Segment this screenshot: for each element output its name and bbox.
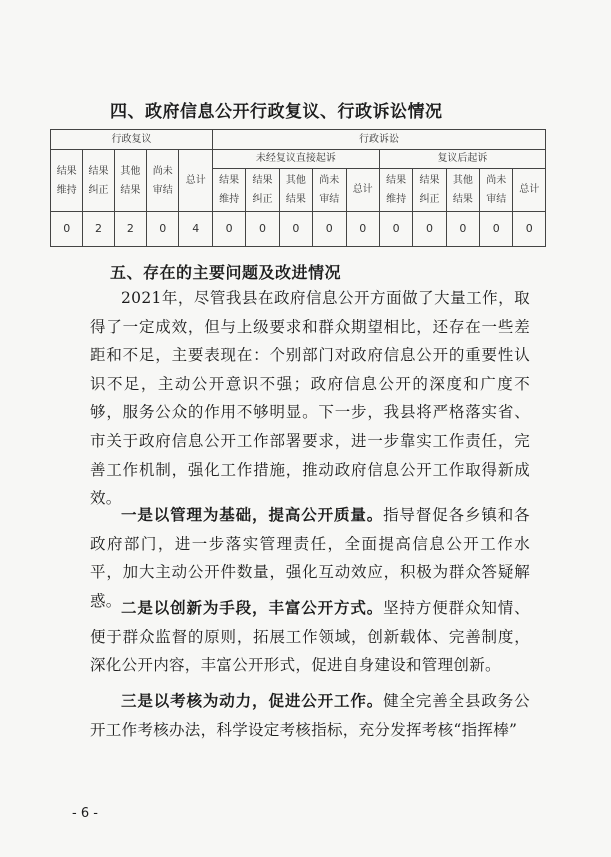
table-cell: 0 <box>212 212 245 247</box>
table-cell: 0 <box>446 212 479 247</box>
after-total-header: 总计 <box>513 169 546 212</box>
measure-1-text: 指导督促各乡镇和各政府部门，进一步落实管理责任，全面提高信息公开工作水平，加大主动公开件数量，强化互动效应，积极为群众答疑解惑。 <box>90 506 530 610</box>
measure-2-text: 坚持方便群众知情、便于群众监督的原则，拓展工作领域，创新载体、完善制度，深化公开内容，丰富公开形式，促进自身建设和管理创新。 <box>90 599 530 675</box>
table-cell: 0 <box>413 212 446 247</box>
table-cell: 0 <box>279 212 312 247</box>
section-5-title: 五、存在的主要问题及改进情况 <box>110 263 342 282</box>
after-col-2: 结果 纠正 <box>413 169 446 212</box>
section-4-title: 四、政府信息公开行政复议、行政诉讼情况 <box>110 102 443 122</box>
paragraph-measure-3 <box>90 687 530 744</box>
paragraph-measure-2 <box>90 594 530 680</box>
paragraph-problems: 2021年，尽管我县在政府信息公开方面做了大量工作，取得了一定成效，但与上级要求和群众期望相比，还存在一些差距和不足，主要表现在：个别部门对政府信息公开的重要性认识不足，主动公开意识不强；政府信息公开的深度和广度不够，服务公众的作用不够明显。下一步，我县将严格落实省、市关于政府信息公开工作部署要求，进一步靠实工作责任，完善工作机制，强化工作措施，推动政府信息公开工作取得新成效。 <box>90 289 530 508</box>
review-total-header: 总计 <box>179 150 212 212</box>
measure-2-heading: 二是以创新为手段，丰富公开方式。 <box>121 599 384 617</box>
direct-total-header: 总计 <box>346 169 379 212</box>
direct-litigation-header: 未经复议直接起诉 <box>212 150 379 169</box>
measure-1-heading: 一是以管理为基础，提高公开质量。 <box>121 506 384 524</box>
table-cell: 2 <box>83 212 114 247</box>
direct-col-1: 结果 维持 <box>212 169 245 212</box>
table-cell: 0 <box>513 212 546 247</box>
table-cell: 2 <box>114 212 146 247</box>
table-cell: 0 <box>246 212 279 247</box>
table-cell: 0 <box>480 212 513 247</box>
after-review-litigation-header: 复议后起诉 <box>379 150 545 169</box>
review-col-3: 其他 结果 <box>114 150 146 212</box>
after-col-4: 尚未 审结 <box>480 169 513 212</box>
table-header-row-1 <box>51 130 546 150</box>
review-col-1: 结果 维持 <box>51 150 83 212</box>
review-col-4: 尚未 审结 <box>147 150 179 212</box>
after-col-3: 其他 结果 <box>446 169 479 212</box>
table-cell: 0 <box>346 212 379 247</box>
page-number: - 6 - <box>72 806 98 821</box>
direct-col-3: 其他 结果 <box>279 169 312 212</box>
measure-3-heading: 三是以考核为动力，促进公开工作。 <box>121 692 384 710</box>
review-litigation-table <box>50 129 546 247</box>
admin-review-header: 行政复议 <box>51 130 213 150</box>
table-cell: 0 <box>313 212 346 247</box>
admin-litigation-header: 行政诉讼 <box>212 130 545 150</box>
after-col-1: 结果 维持 <box>379 169 412 212</box>
review-col-2: 结果 纠正 <box>83 150 114 212</box>
table-cell: 4 <box>179 212 212 247</box>
table-cell: 0 <box>51 212 83 247</box>
table-header-row-2 <box>51 150 546 169</box>
table-cell: 0 <box>147 212 179 247</box>
table-cell: 0 <box>379 212 412 247</box>
measure-3-text: 健全完善全县政务公开工作考核办法，科学设定考核指标，充分发挥考核“指挥棒” <box>90 692 530 739</box>
direct-col-4: 尚未 审结 <box>313 169 346 212</box>
table-row <box>51 212 546 247</box>
direct-col-2: 结果 纠正 <box>246 169 279 212</box>
